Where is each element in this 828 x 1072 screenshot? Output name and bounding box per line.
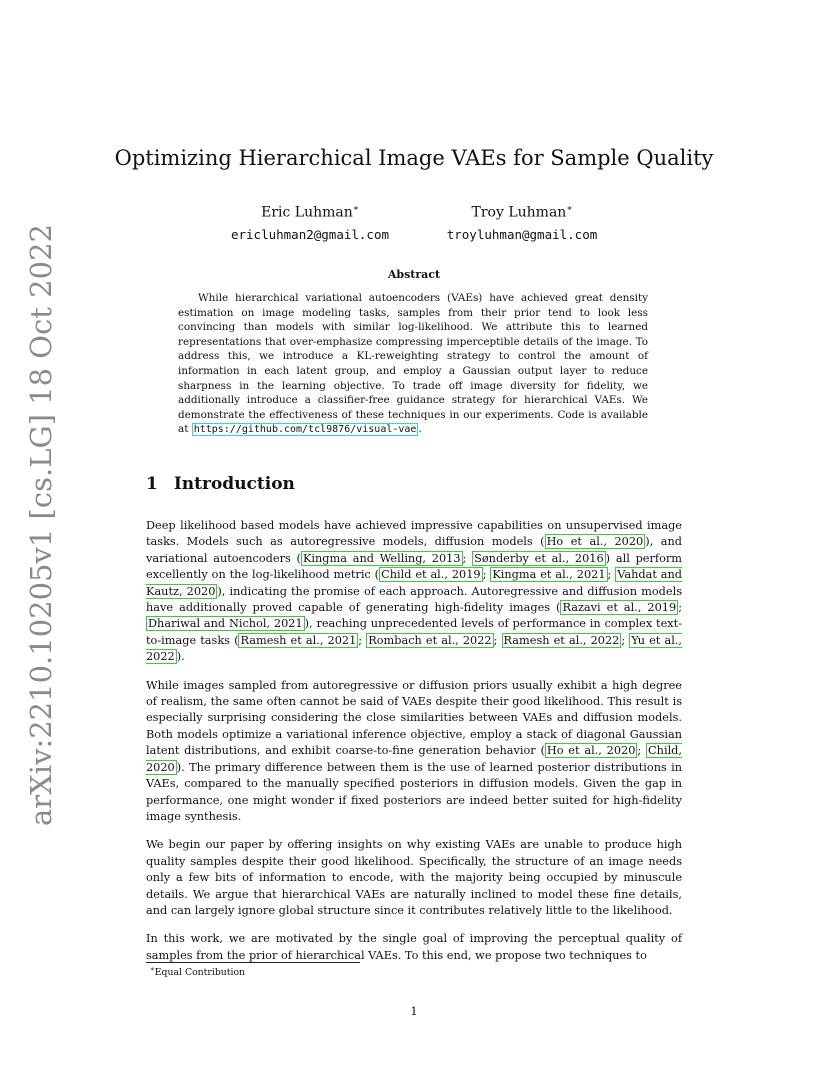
citation[interactable]: Dhariwal and Nichol, 2021 bbox=[148, 617, 303, 631]
page-number: 1 bbox=[410, 1004, 418, 1018]
author-email[interactable]: ericluhman2@gmail.com bbox=[230, 226, 390, 242]
citation[interactable]: Ho et al., 2020 bbox=[546, 535, 644, 549]
section-title: Introduction bbox=[173, 474, 295, 494]
author-block bbox=[392, 204, 652, 242]
citation[interactable]: Ho et al., 2020 bbox=[546, 744, 636, 758]
citation[interactable]: Kingma and Welling, 2013 bbox=[302, 551, 461, 565]
citation[interactable]: Child et al., 2019 bbox=[381, 568, 481, 582]
abstract-body: While hierarchical variational autoencoders (VAEs) have achieved great density estimation on image modeling tasks, samples from their prior tend to look less convincing than models with similar log-likelihood. We attribute this to learned representations that over-emphasize compressing imperceptible details of the image. To address this, we introduce a KL-reweighting strategy to control the amount of information in each latent group, and employ a Gaussian output layer to reduce sharpness in the learning objective. To trade off image diversity for fidelity, we additionally introduce a classifier-free guidance strategy for hierarchical VAEs. We demonstrate the effectiveness of these techniques in our experiments. Code is available at https://github.com/tcl9876/visual-vae . bbox=[178, 292, 648, 436]
citation[interactable]: Rombach et al., 2022 bbox=[368, 633, 492, 647]
citation[interactable]: Yu et al., 2022 bbox=[146, 633, 682, 664]
citation[interactable]: Vahdat and Kautz, 2020 bbox=[146, 568, 682, 598]
footnote-text: Equal Contribution bbox=[154, 967, 246, 979]
citation[interactable]: Child, 2020 bbox=[146, 744, 682, 774]
author-name: Troy Luhman∗ bbox=[471, 204, 573, 221]
citation[interactable]: Ramesh et al., 2021 bbox=[240, 633, 357, 647]
abstract-heading: Abstract bbox=[387, 268, 441, 281]
section-number: 1 bbox=[146, 474, 158, 494]
author-mark: ∗ bbox=[352, 204, 359, 214]
footnote bbox=[150, 965, 245, 978]
arxiv-side-stamp bbox=[20, 224, 62, 826]
paragraph: We begin our paper by offering insights on why existing VAEs are unable to produce high quality samples despite their good likelihood. Specifically, the structure of an image needs only a few bits of information to encode, with the majority being occupied by minuscule details. We argue that hierarchical VAEs are naturally inclined to model these fine details, and can largely ignore global structure since it contributes relatively little to the likelihood. bbox=[146, 838, 682, 917]
arxiv-identifier: arXiv:2210.10205v1 [cs.LG] 18 Oct 2022 bbox=[24, 224, 59, 826]
citation[interactable]: Ramesh et al., 2022 bbox=[503, 633, 620, 647]
author-email[interactable]: troyluhman@gmail.com bbox=[446, 226, 598, 242]
paragraph: While images sampled from autoregressive or diffusion priors usually exhibit a high degree of realism, the same often cannot be said of VAEs despite their good likelihood. This result is especially surprising considering the close similarities between VAEs and diffusion models. Both models optimize a variational inference objective, employ a stack of diagonal Gaussian latent distributions, and exhibit coarse-to-fine generation behavior ( Ho et al., 2020 ; Child, 2020 ). The primary difference between them is the use of learned posterior distributions in VAEs, compared to the manually specified posteriors in diffusion models. Given the gap in performance, one might wonder if fixed posteriors are indeed better suited for high-fidelity image synthesis. bbox=[146, 678, 682, 823]
author-mark: ∗ bbox=[566, 204, 573, 214]
citation[interactable]: Kingma et al., 2021 bbox=[492, 568, 606, 582]
paragraph: In this work, we are motivated by the single goal of improving the perceptual quality of samples from the prior of hierarchical VAEs. To this end, we propose two techniques to bbox=[146, 932, 682, 962]
code-link[interactable]: https://github.com/tcl9876/visual-vae bbox=[193, 424, 417, 436]
paper-title: Optimizing Hierarchical Image VAEs for Sample Quality bbox=[114, 146, 714, 170]
body-text bbox=[146, 518, 682, 979]
paragraph: Deep likelihood based models have achieved impressive capabilities on unsupervised image tasks. Models such as autoregressive models, diffusion models ( Ho et al., 2020 ), and variational autoencoders ( Kingma and Welling, 2013 ; Sønderby et al., 2016 ) all perform excellently on the log-likelihood metric ( Child et al., 2019 ; Kingma et al., 2021 ; Vahdat and Kautz, 2020 ), indicating the promise of each approach. Autoregressive and diffusion models have additionally proved capable of generating high-fidelity images ( Razavi et al., 2019 ; Dhariwal and Nichol, 2021 ), reaching unprecedented levels of performance in complex text-to-image tasks ( Ramesh et al., 2021 ; Rombach et al., 2022 ; Ramesh et al., 2022 ; Yu et al., 2022 ). bbox=[146, 519, 682, 664]
footnote-mark: ∗ bbox=[150, 965, 155, 973]
citation[interactable]: Razavi et al., 2019 bbox=[562, 601, 677, 615]
citation[interactable]: Sønderby et al., 2016 bbox=[474, 551, 604, 565]
footnote-divider bbox=[146, 962, 360, 963]
section-heading bbox=[146, 474, 295, 494]
author-name: Eric Luhman∗ bbox=[261, 204, 359, 221]
